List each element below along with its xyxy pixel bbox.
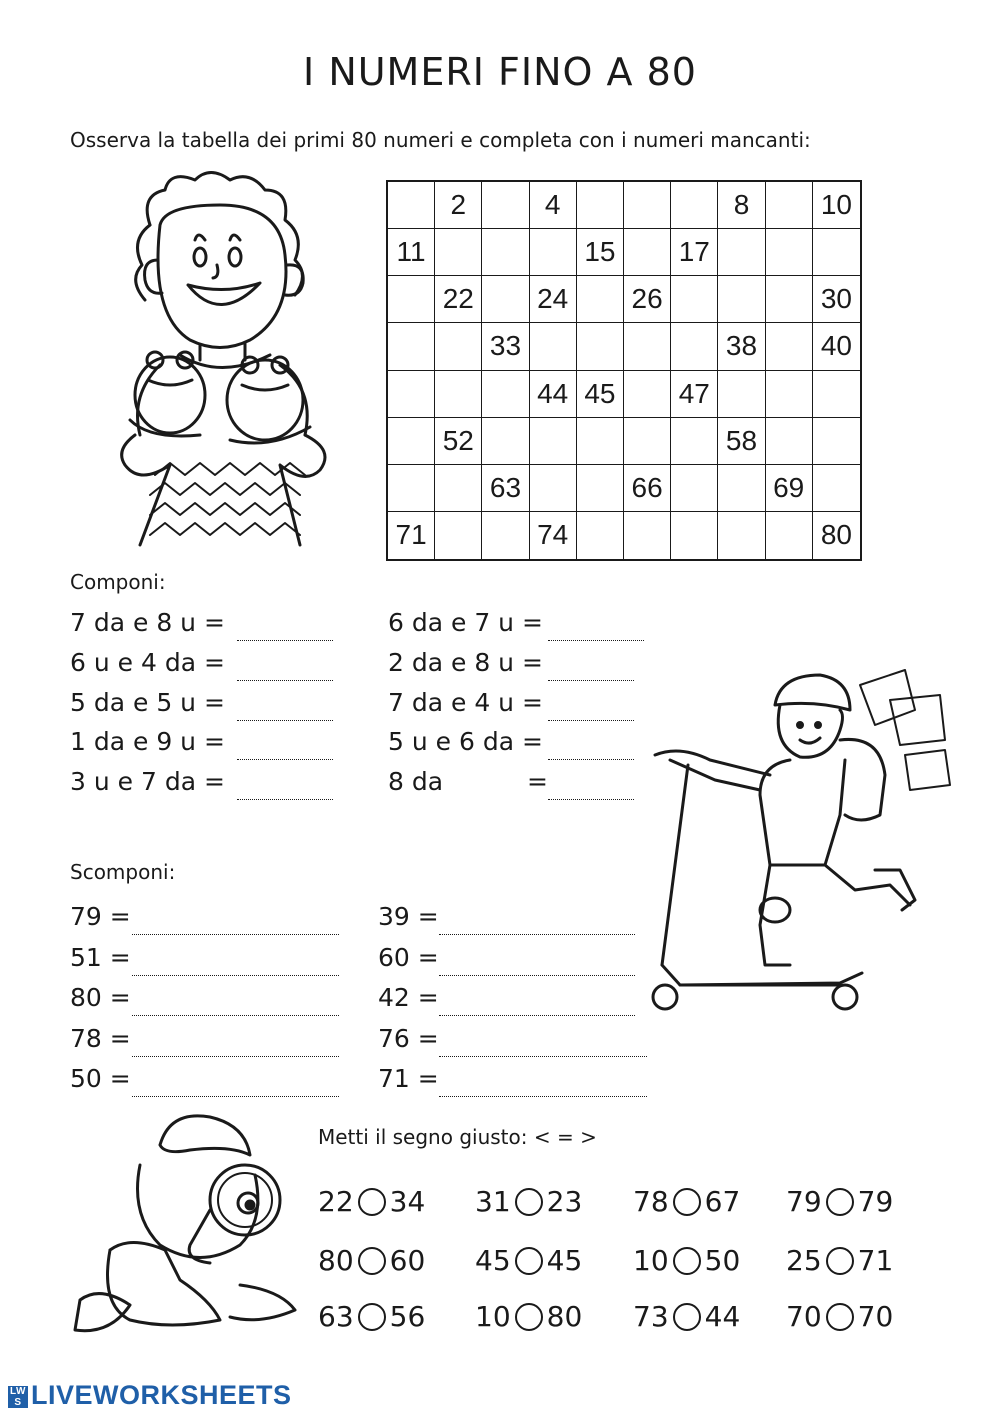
cell-input[interactable] — [671, 512, 717, 559]
exercise-label: 6 da e 7 u = — [388, 608, 543, 637]
table-cell: 63 — [482, 465, 529, 512]
table-cell[interactable] — [718, 229, 765, 276]
cell-input[interactable] — [530, 323, 576, 369]
table-cell[interactable] — [813, 418, 860, 465]
cell-input[interactable] — [718, 512, 764, 559]
table-cell[interactable] — [766, 512, 813, 559]
compare-left-number: 78 — [633, 1185, 669, 1218]
cell-input[interactable] — [766, 371, 812, 417]
cell-input[interactable] — [671, 465, 717, 511]
exercise-label: 42 = — [378, 983, 439, 1012]
cell-input[interactable] — [671, 276, 717, 322]
cell-input[interactable] — [813, 229, 860, 275]
cell-input[interactable] — [766, 229, 812, 275]
cell-input[interactable] — [530, 418, 576, 464]
compare-item — [475, 1244, 582, 1277]
answer-input[interactable] — [548, 733, 634, 760]
compare-sign-circle[interactable] — [673, 1303, 701, 1331]
compare-item — [786, 1300, 893, 1333]
answer-input[interactable] — [548, 614, 644, 641]
table-cell[interactable] — [388, 182, 435, 229]
cell-input[interactable] — [482, 418, 528, 464]
exercise-label: 80 = — [70, 983, 131, 1012]
table-cell[interactable] — [624, 371, 671, 418]
answer-input[interactable] — [237, 654, 333, 681]
answer-input[interactable] — [132, 989, 339, 1016]
compare-left-number: 70 — [786, 1300, 822, 1333]
table-cell: 26 — [624, 276, 671, 323]
exercise-label: 5 u e 6 da = — [388, 727, 543, 756]
compare-left-number: 80 — [318, 1244, 354, 1277]
table-cell[interactable] — [624, 418, 671, 465]
equals-sign: = — [527, 767, 548, 796]
compare-right-number: 23 — [546, 1185, 583, 1218]
cell-input[interactable] — [388, 323, 434, 369]
exercise-label: 5 da e 5 u = — [70, 688, 225, 717]
instruction-text: Osserva la tabella dei primi 80 numeri e completa con i numeri mancanti: — [70, 128, 811, 152]
table-cell[interactable] — [766, 182, 813, 229]
table-cell[interactable] — [530, 323, 577, 370]
compare-item — [786, 1185, 893, 1218]
cell-input[interactable] — [388, 276, 434, 322]
cell-input[interactable] — [577, 276, 623, 322]
table-cell[interactable] — [577, 418, 624, 465]
exercise-label: 76 = — [378, 1024, 439, 1053]
table-cell[interactable] — [766, 371, 813, 418]
exercise-label: 3 u e 7 da = — [70, 767, 225, 796]
compare-right-number: 60 — [389, 1244, 426, 1277]
cell-input[interactable] — [813, 418, 860, 464]
table-cell[interactable] — [388, 323, 435, 370]
answer-input[interactable] — [237, 614, 333, 641]
compare-sign-circle[interactable] — [826, 1188, 854, 1216]
answer-input[interactable] — [548, 773, 634, 800]
table-cell: 11 — [388, 229, 435, 276]
cell-input[interactable] — [435, 229, 481, 275]
compare-sign-circle[interactable] — [673, 1247, 701, 1275]
cell-input[interactable] — [482, 276, 528, 322]
exercise-label: 8 da — [388, 767, 444, 796]
table-cell[interactable] — [435, 371, 482, 418]
scomponi-label: Scomponi: — [70, 860, 176, 884]
compare-left-number: 73 — [633, 1300, 669, 1333]
table-cell[interactable] — [671, 276, 718, 323]
compare-right-number: 44 — [704, 1300, 741, 1333]
table-cell[interactable] — [482, 512, 529, 559]
table-cell: 45 — [577, 371, 624, 418]
cell-input[interactable] — [624, 371, 670, 417]
table-cell[interactable] — [718, 276, 765, 323]
table-cell[interactable] — [813, 371, 860, 418]
cell-input[interactable] — [718, 229, 764, 275]
table-cell: 71 — [388, 512, 435, 559]
compare-left-number: 79 — [786, 1185, 822, 1218]
cell-input[interactable] — [671, 418, 717, 464]
compare-item — [786, 1244, 893, 1277]
cell-input[interactable] — [671, 182, 717, 228]
compare-right-number: 67 — [704, 1185, 741, 1218]
cell-input[interactable] — [435, 371, 481, 417]
answer-input[interactable] — [132, 908, 339, 935]
table-cell[interactable] — [718, 465, 765, 512]
compare-sign-circle[interactable] — [515, 1303, 543, 1331]
cell-input[interactable] — [577, 465, 623, 511]
cell-input[interactable] — [577, 512, 623, 559]
table-cell[interactable] — [813, 229, 860, 276]
table-cell[interactable] — [766, 323, 813, 370]
cell-input[interactable] — [435, 323, 481, 369]
compare-item — [633, 1185, 740, 1218]
table-cell[interactable] — [577, 182, 624, 229]
componi-label: Componi: — [70, 570, 166, 594]
table-cell[interactable] — [671, 182, 718, 229]
exercise-label: 79 = — [70, 902, 131, 931]
answer-input[interactable] — [132, 949, 339, 976]
table-cell: 69 — [766, 465, 813, 512]
table-cell: 17 — [671, 229, 718, 276]
table-cell[interactable] — [671, 323, 718, 370]
answer-input[interactable] — [132, 1030, 339, 1057]
compare-left-number: 25 — [786, 1244, 822, 1277]
table-cell: 30 — [813, 276, 860, 323]
answer-input[interactable] — [439, 949, 635, 976]
exercise-label: 51 = — [70, 943, 131, 972]
compare-item — [633, 1244, 740, 1277]
table-cell: 58 — [718, 418, 765, 465]
table-cell: 8 — [718, 182, 765, 229]
table-cell[interactable] — [766, 229, 813, 276]
answer-input[interactable] — [439, 908, 635, 935]
cell-input[interactable] — [718, 371, 764, 417]
cell-input[interactable] — [624, 418, 670, 464]
compare-right-number: 50 — [704, 1244, 741, 1277]
table-cell[interactable] — [577, 465, 624, 512]
answer-input[interactable] — [132, 1070, 339, 1097]
compare-sign-circle[interactable] — [358, 1247, 386, 1275]
table-cell[interactable] — [388, 465, 435, 512]
cell-input[interactable] — [766, 418, 812, 464]
answer-input[interactable] — [439, 989, 635, 1016]
table-cell[interactable] — [482, 276, 529, 323]
table-cell: 2 — [435, 182, 482, 229]
exercise-label: 78 = — [70, 1024, 131, 1053]
exercise-label: 2 da e 8 u = — [388, 648, 543, 677]
compare-sign-circle[interactable] — [826, 1247, 854, 1275]
table-cell[interactable] — [482, 182, 529, 229]
table-cell[interactable] — [718, 512, 765, 559]
page-title: I NUMERI FINO A 80 — [303, 50, 697, 94]
number-table — [386, 180, 862, 561]
cell-input[interactable] — [624, 512, 670, 559]
table-cell: 10 — [813, 182, 860, 229]
cell-input[interactable] — [530, 465, 576, 511]
cell-input[interactable] — [482, 512, 528, 559]
table-cell[interactable] — [530, 229, 577, 276]
table-cell[interactable] — [530, 418, 577, 465]
table-cell[interactable] — [766, 418, 813, 465]
table-cell[interactable] — [624, 323, 671, 370]
cell-input[interactable] — [435, 465, 481, 511]
cell-input[interactable] — [435, 512, 481, 559]
logo-badge-icon: LW S — [10, 1385, 26, 1408]
compare-right-number: 80 — [546, 1300, 583, 1333]
cell-input[interactable] — [671, 323, 717, 369]
compare-left-number: 63 — [318, 1300, 354, 1333]
kid-on-scooter-illustration — [640, 665, 960, 1025]
compare-label: Metti il segno giusto: < = > — [318, 1125, 597, 1149]
exercise-label: 7 da e 4 u = — [388, 688, 543, 717]
answer-input[interactable] — [237, 694, 333, 721]
cell-input[interactable] — [388, 371, 434, 417]
table-cell[interactable] — [435, 465, 482, 512]
table-cell[interactable] — [766, 276, 813, 323]
compare-sign-circle[interactable] — [515, 1247, 543, 1275]
compare-left-number: 10 — [475, 1300, 511, 1333]
compare-right-number: 45 — [546, 1244, 583, 1277]
table-cell[interactable] — [577, 512, 624, 559]
liveworksheets-logo: LW S LIVEWORKSHEETS — [10, 1380, 292, 1410]
table-cell[interactable] — [388, 276, 435, 323]
table-cell: 52 — [435, 418, 482, 465]
exercise-label: 6 u e 4 da = — [70, 648, 225, 677]
table-cell: 74 — [530, 512, 577, 559]
table-cell[interactable] — [577, 323, 624, 370]
compare-sign-circle[interactable] — [358, 1303, 386, 1331]
table-cell: 4 — [530, 182, 577, 229]
exercise-label: 60 = — [378, 943, 439, 972]
compare-item — [633, 1300, 740, 1333]
table-cell: 66 — [624, 465, 671, 512]
cell-input[interactable] — [766, 512, 812, 559]
compare-left-number: 22 — [318, 1185, 354, 1218]
cell-input[interactable] — [577, 182, 623, 228]
table-cell[interactable] — [435, 229, 482, 276]
cell-input[interactable] — [388, 182, 434, 228]
table-cell[interactable] — [624, 182, 671, 229]
table-cell[interactable] — [577, 276, 624, 323]
cell-input[interactable] — [482, 229, 528, 275]
answer-input[interactable] — [439, 1030, 647, 1057]
table-cell[interactable] — [530, 465, 577, 512]
exercise-label: 50 = — [70, 1064, 131, 1093]
compare-item — [475, 1300, 582, 1333]
exercise-label: 7 da e 8 u = — [70, 608, 225, 637]
compare-item — [318, 1244, 425, 1277]
answer-input[interactable] — [237, 733, 333, 760]
compare-left-number: 10 — [633, 1244, 669, 1277]
answer-input[interactable] — [439, 1070, 647, 1097]
compare-left-number: 45 — [475, 1244, 511, 1277]
cell-input[interactable] — [718, 276, 764, 322]
cell-input[interactable] — [813, 371, 860, 417]
exercise-label: 1 da e 9 u = — [70, 727, 225, 756]
cell-input[interactable] — [482, 371, 528, 417]
cell-input[interactable] — [388, 418, 434, 464]
cell-input[interactable] — [482, 182, 528, 228]
cell-input[interactable] — [577, 323, 623, 369]
cell-input[interactable] — [813, 465, 860, 511]
compare-sign-circle[interactable] — [358, 1188, 386, 1216]
compare-sign-circle[interactable] — [826, 1303, 854, 1331]
table-cell[interactable] — [482, 418, 529, 465]
table-cell[interactable] — [435, 512, 482, 559]
table-cell[interactable] — [482, 371, 529, 418]
compare-item — [318, 1300, 425, 1333]
table-cell[interactable] — [671, 418, 718, 465]
table-cell[interactable] — [671, 465, 718, 512]
compare-right-number: 70 — [857, 1300, 894, 1333]
compare-sign-circle[interactable] — [515, 1188, 543, 1216]
exercise-label: 39 = — [378, 902, 439, 931]
answer-input[interactable] — [548, 654, 634, 681]
table-cell[interactable] — [435, 323, 482, 370]
table-cell[interactable] — [671, 512, 718, 559]
compare-right-number: 71 — [857, 1244, 894, 1277]
table-cell: 47 — [671, 371, 718, 418]
table-cell[interactable] — [813, 465, 860, 512]
cell-input[interactable] — [766, 276, 812, 322]
table-cell: 24 — [530, 276, 577, 323]
detective-with-magnifier-illustration — [70, 1105, 300, 1340]
cell-input[interactable] — [624, 229, 670, 275]
cell-input[interactable] — [624, 182, 670, 228]
answer-input[interactable] — [548, 694, 634, 721]
table-cell[interactable] — [624, 512, 671, 559]
compare-right-number: 56 — [389, 1300, 426, 1333]
cell-input[interactable] — [530, 229, 576, 275]
table-cell[interactable] — [388, 371, 435, 418]
table-cell: 80 — [820, 519, 852, 551]
table-cell: 22 — [435, 276, 482, 323]
cell-input[interactable] — [577, 418, 623, 464]
table-cell: 33 — [482, 323, 529, 370]
cell-input[interactable] — [718, 465, 764, 511]
cell-input[interactable] — [388, 465, 434, 511]
boy-with-frogs-illustration — [70, 165, 370, 565]
table-cell[interactable] — [718, 371, 765, 418]
exercise-label: 71 = — [378, 1064, 439, 1093]
table-cell[interactable] — [482, 229, 529, 276]
cell-input[interactable] — [766, 182, 812, 228]
table-cell[interactable] — [624, 229, 671, 276]
compare-item — [475, 1185, 582, 1218]
table-cell[interactable] — [388, 418, 435, 465]
table-cell: 40 — [813, 323, 860, 370]
compare-item — [318, 1185, 425, 1218]
compare-right-number: 79 — [857, 1185, 894, 1218]
cell-input[interactable] — [766, 323, 812, 369]
answer-input[interactable] — [237, 773, 333, 800]
compare-sign-circle[interactable] — [673, 1188, 701, 1216]
cell-input[interactable] — [624, 323, 670, 369]
table-cell: 38 — [718, 323, 765, 370]
compare-left-number: 31 — [475, 1185, 511, 1218]
table-cell: 15 — [577, 229, 624, 276]
table-cell: 44 — [530, 371, 577, 418]
compare-right-number: 34 — [389, 1185, 426, 1218]
